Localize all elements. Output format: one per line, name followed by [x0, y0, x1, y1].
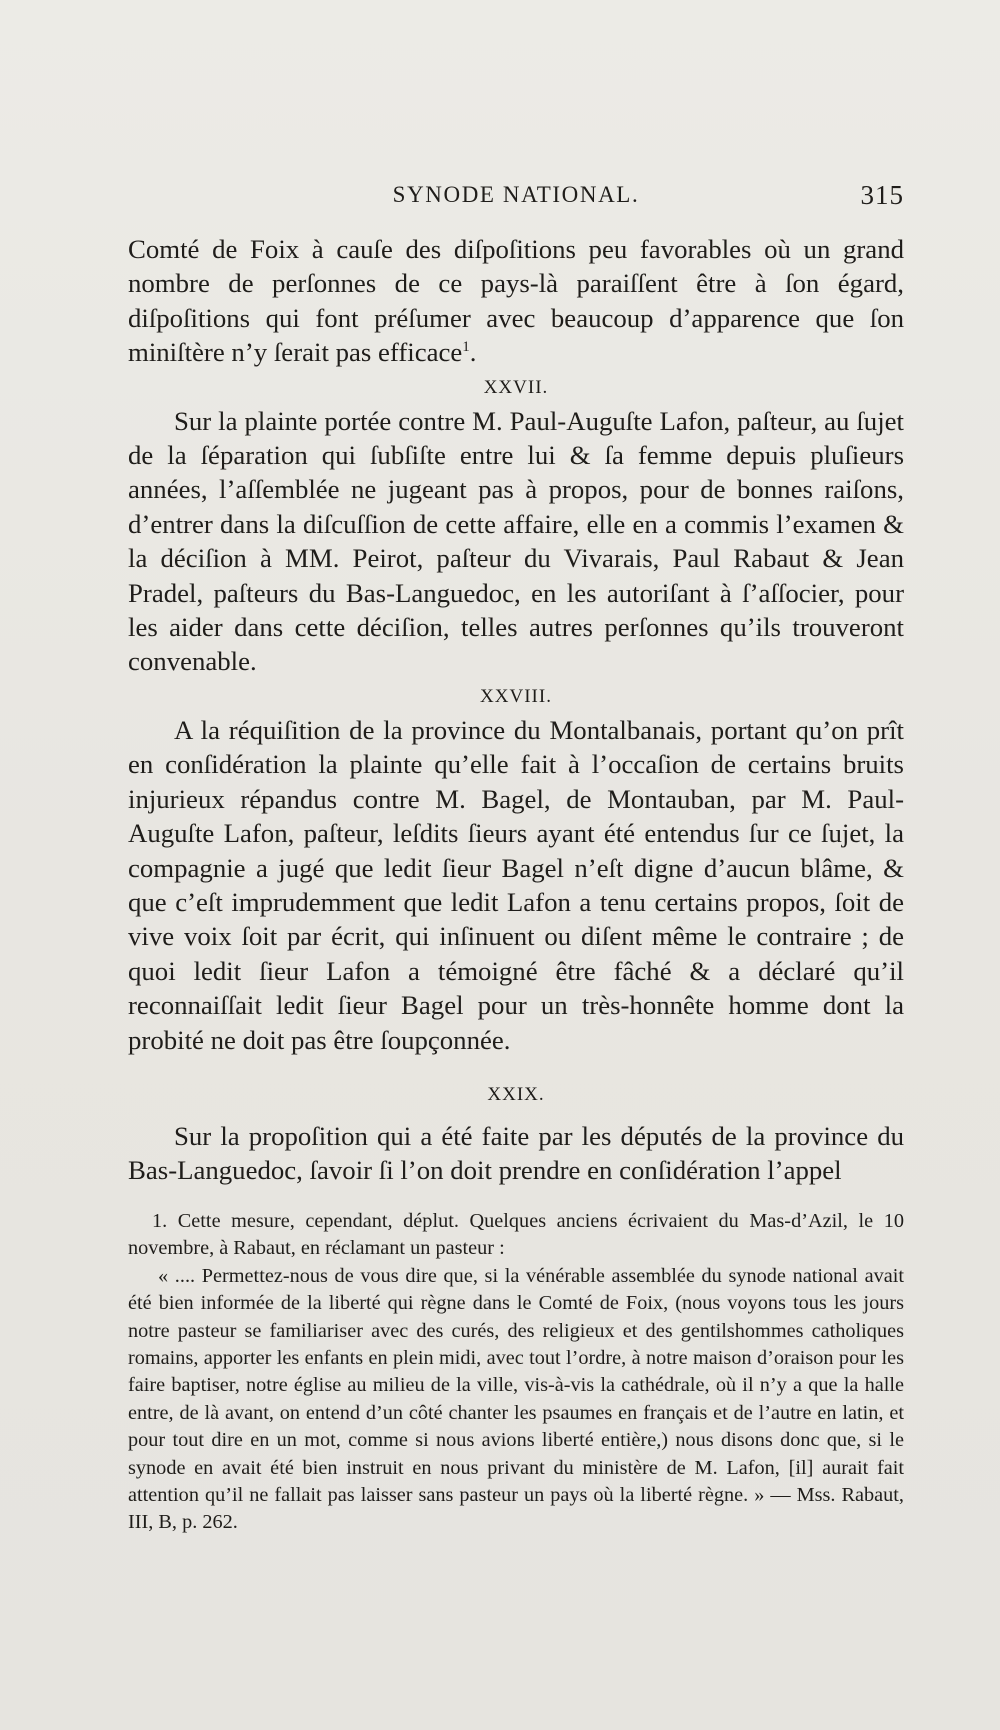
section-heading-xxviii: XXVIII.	[480, 685, 552, 707]
running-head	[128, 180, 904, 216]
footnote-1: 1. Cette mesure, cependant, déplut. Quelques anciens écrivaient du Mas-d’Azil, le 10 novembre, à Rabaut, en réclamant un pasteur :	[128, 1210, 904, 1260]
paragraph-continued	[128, 232, 904, 370]
section-xxix-paragraph: Sur la propoſition qui a été faite par les députés de la province du Bas-Languedoc, ſavoir ſi l’on doit prendre en conſidération l’appel	[128, 1120, 904, 1186]
footnotes	[128, 1208, 904, 1537]
footnote-reference: 1	[462, 339, 470, 356]
paragraph-end-punctuation: .	[469, 337, 477, 368]
footnote-1-quotation: « .... Permettez-nous de vous dire que, si la vénérable assemblée du synode national avait été bien informée de la liberté qui règne dans le Comté de Foix, (nous voyons tous les jours notre pasteur se familiariser avec des curés, des religieux et des gentilshommes catholiques romains, apporter les enfants en plein midi, avec tout l’ordre, à notre maison d’oraison pour les faire baptiser, notre église au milieu de la ville, vis-à-vis la cathédrale, où il n’y a que la halle entre, de là avant, on entend d’un côté chanter les psaumes en français et de l’autre en latin, et pour tout dire en un mot, comme si nous avions liberté entière,) nous disons donc que, si le synode en avait été bien instruit en nous privant du ministère de M. Lafon, [il] aurait fait attention qu’il ne fallait pas laisser sans pasteur un pays où la liberté règne. » — Mss. Rabaut, III, B, p. 262.	[128, 1264, 904, 1534]
section-xxviii-paragraph: A la réquiſition de la province du Montalbanais, portant qu’on prît en conſidération la plainte qu’elle fait à l’occaſion de certains bruits injurieux répandus contre M. Bagel, de Montauban, par M. Paul-Auguſte Lafon, paſteur, leſdits ſieurs ayant été entendus ſur ce ſujet, la compagnie a jugé que ledit ſieur Bagel n’eſt digne d’aucun blâme, & que c’eſt imprudemment que ledit Lafon a tenu certains propos, ſoit de vive voix ſoit par écrit, qui inſinuent ou diſent même le contraire ; de quoi ledit ſieur Lafon a témoigné être fâché & a déclaré qu’il reconnaiſſait ledit ſieur Bagel pour un très-honnête homme dont la probité ne doit pas être ſoupçonnée.	[128, 714, 904, 1055]
section-heading-xxix: XXIX.	[487, 1083, 545, 1105]
main-text	[128, 232, 904, 1188]
section-xxvii-paragraph: Sur la plainte portée contre M. Paul-Auguſte Lafon, paſteur, au ſujet de la ſéparation qui ſubſiſte entre lui & ſa femme depuis pluſieurs années, l’aſſemblée ne jugeant pas à propos, pour de bonnes raiſons, d’entrer dans la diſcuſſion de cette affaire, elle en a commis l’examen & la déciſion à MM. Peirot, paſteur du Vivarais, Paul Rabaut & Jean Pradel, paſteurs du Bas-Languedoc, en les autoriſant à ſ’aſſocier, pour les aider dans cette déciſion, telles autres perſonnes qu’ils trouveront convenable.	[128, 405, 904, 677]
section-heading-xxvii: XXVII.	[483, 376, 549, 398]
page-number: 315	[860, 180, 904, 210]
running-title: SYNODE NATIONAL.	[392, 182, 640, 207]
paragraph-text: Comté de Foix à cauſe des diſpoſitions peu favorables où un grand nombre de perſonnes de ce pays-là paraiſſent être à ſon égard, diſpoſitions qui font préſumer avec beaucoup d’apparence que ſon miniſtère n’y ſerait pas efficace	[128, 234, 904, 368]
